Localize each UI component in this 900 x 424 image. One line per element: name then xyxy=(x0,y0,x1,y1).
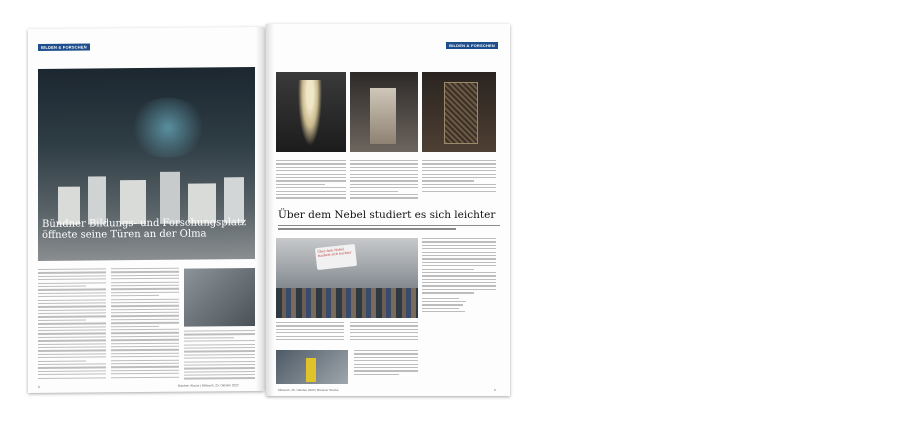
left-column-1 xyxy=(38,268,106,380)
left-column-2 xyxy=(111,268,179,380)
right-column-6 xyxy=(350,322,418,342)
page-number-right: 9 xyxy=(494,388,496,392)
left-column-3 xyxy=(184,330,255,381)
right-headline: Über dem Nebel studiert es sich leichter xyxy=(278,209,496,221)
right-column-7 xyxy=(354,350,418,377)
section-tag-right: BILDEN & FORSCHEN xyxy=(446,42,498,49)
photo-exhibit xyxy=(350,72,418,152)
hero-photo xyxy=(38,67,255,261)
right-column-5 xyxy=(276,322,344,342)
right-page xyxy=(266,24,510,396)
inline-photo-left xyxy=(184,268,255,327)
photo-students xyxy=(276,350,348,384)
photo-skeleton xyxy=(276,72,346,152)
photo-sign: Über dem Nebel studiert sich leichter xyxy=(315,244,357,270)
right-column-1 xyxy=(276,160,346,201)
photo-crowd xyxy=(276,238,418,318)
photo-window xyxy=(422,72,496,152)
section-tag-left: BILDEN & FORSCHEN xyxy=(38,43,90,50)
right-column-4 xyxy=(422,238,496,315)
right-column-2 xyxy=(350,160,418,201)
footer-left: Bündner Woche | Mittwoch, 25. Oktober 2023 xyxy=(178,383,239,388)
right-lede xyxy=(278,225,500,232)
left-headline: Bündner Bildungs- und Forschungsplatz öffnete seine Türen an der Olma xyxy=(42,217,247,241)
page-number-left: 8 xyxy=(38,384,40,389)
footer-right: Mittwoch, 25. Oktober 2023 | Bündner Woche xyxy=(278,388,339,392)
left-page xyxy=(28,27,264,393)
right-column-3 xyxy=(422,160,496,194)
